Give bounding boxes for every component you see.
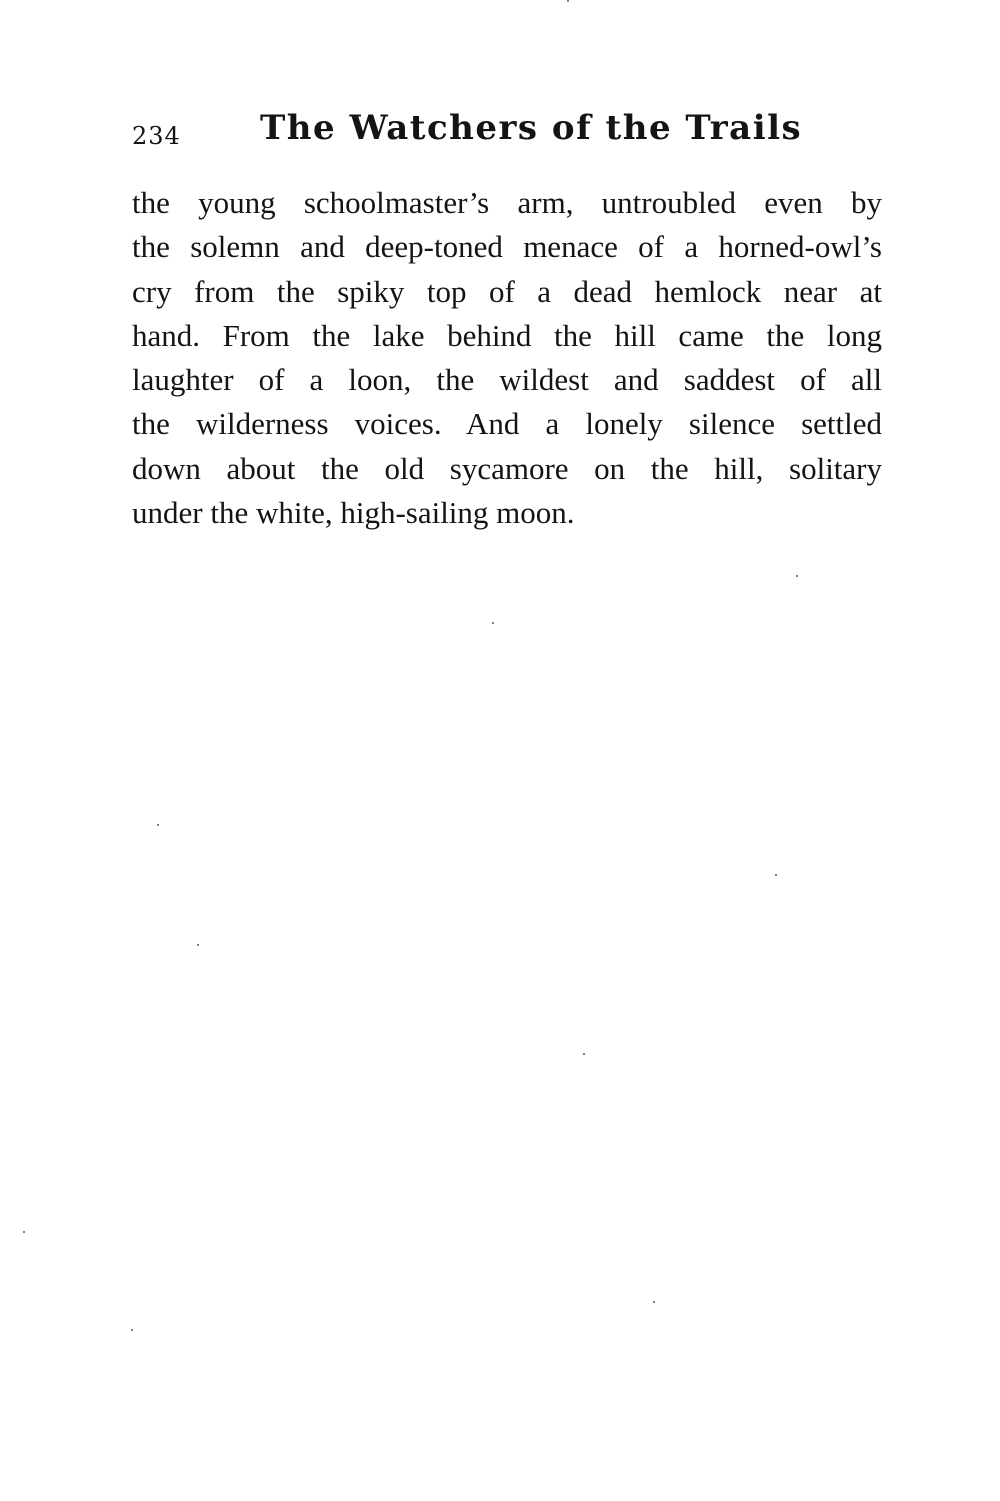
scan-speck	[23, 1231, 25, 1233]
scan-speck	[775, 874, 777, 876]
text-line: the solemn and deep-toned menace of a horned-owl’s	[132, 229, 882, 265]
text-line: the young schoolmaster’s arm, untroubled even by	[132, 185, 882, 220]
scan-speck	[492, 622, 494, 624]
text-line: under the white, high-sailing moon.	[132, 495, 575, 531]
body-paragraph	[132, 181, 882, 535]
text-line: hand. From the lake behind the hill came the long	[132, 317, 882, 353]
scan-speck	[583, 1053, 585, 1055]
scan-speck	[653, 1301, 655, 1303]
page-number: 234	[132, 122, 181, 150]
scan-speck	[131, 1329, 133, 1331]
scan-speck	[796, 575, 798, 577]
text-line: down about the old sycamore on the hill, solitary	[132, 450, 882, 486]
book-title: The Watchers of the Trails	[260, 108, 803, 148]
running-head	[132, 108, 882, 158]
scan-speck	[567, 0, 569, 2]
text-line: cry from the spiky top of a dead hemlock near at	[132, 273, 882, 309]
scan-speck	[157, 824, 159, 826]
scan-speck	[197, 944, 199, 946]
text-line: laughter of a loon, the wildest and saddest of all	[132, 362, 882, 398]
text-line: the wilderness voices. And a lonely silence settled	[132, 406, 882, 442]
